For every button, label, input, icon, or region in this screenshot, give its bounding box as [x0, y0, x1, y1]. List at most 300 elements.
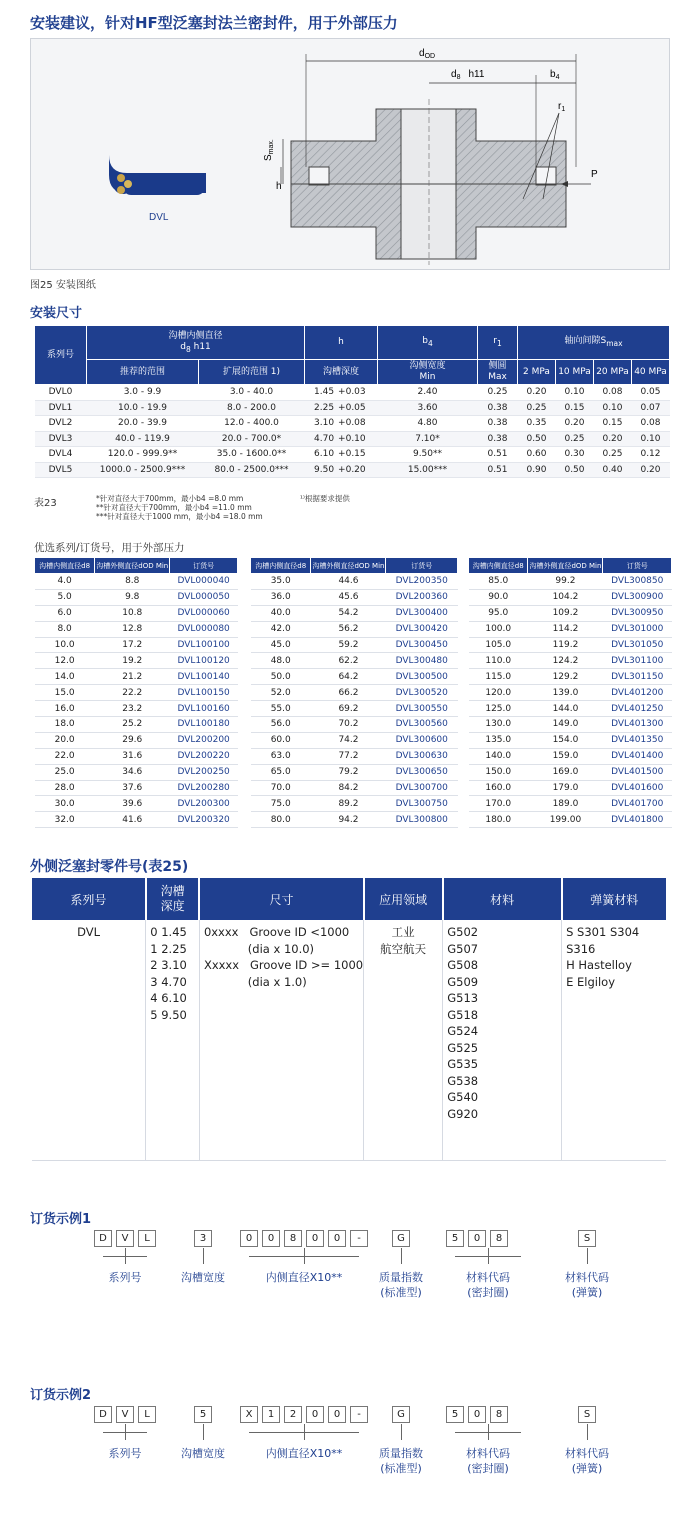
order-table-2 — [250, 557, 458, 828]
order-code: DVL401600 — [603, 780, 672, 796]
order-row — [251, 574, 458, 590]
th-b4: $b_4$ — [378, 326, 478, 360]
cell-tol: +0.03 — [336, 385, 377, 401]
order-code: DVL401350 — [603, 732, 672, 748]
order-outer-dia: 59.2 — [311, 637, 386, 653]
order-outer-dia: 79.2 — [311, 764, 386, 780]
order-row — [251, 764, 458, 780]
order-outer-dia: 9.8 — [95, 589, 170, 605]
part-number-title: 外侧泛塞封零件号(表25) — [30, 859, 189, 875]
order-outer-dia: 21.2 — [95, 669, 170, 685]
spring-option: S S301 S304 S316 — [566, 925, 640, 956]
th-groove-id: 沟槽内侧直径 $d_8$ h11 — [87, 326, 305, 360]
order-outer-dia: 199.00 — [528, 812, 603, 828]
order-outer-dia: 22.2 — [95, 685, 170, 701]
material-option: G502 — [447, 925, 479, 939]
order-code: DVL300420 — [386, 621, 458, 637]
cell-s20: 0.08 — [594, 385, 632, 401]
code-char-box: 0 — [306, 1406, 324, 1423]
order-outer-dia: 104.2 — [528, 589, 603, 605]
code-char-box: D — [94, 1230, 112, 1247]
order-row — [251, 701, 458, 717]
pt-materials — [443, 920, 562, 1160]
order-code: DVL401200 — [603, 685, 672, 701]
code-char-box: 0 — [262, 1230, 280, 1247]
order-outer-dia: 25.2 — [95, 717, 170, 733]
code-char-box: G — [392, 1406, 410, 1423]
order-table-1 — [34, 557, 238, 828]
cell-r1: 0.25 — [478, 385, 518, 401]
ot2-th-code: 订货号 — [386, 558, 458, 574]
order-code: DVL300600 — [386, 732, 458, 748]
material-option: G538 — [447, 1073, 479, 1088]
order-outer-dia: 54.2 — [311, 605, 386, 621]
order-outer-dia: 12.8 — [95, 621, 170, 637]
dim-b4: $b_4$ — [550, 69, 560, 81]
cell-rec: 3.0 - 9.9 — [87, 385, 199, 401]
install-dims-title: 安装尺寸 — [30, 306, 83, 321]
order-outer-dia: 179.0 — [528, 780, 603, 796]
code-segment-label: 质量指数 (标准型) — [379, 1271, 423, 1299]
order-outer-dia: 39.6 — [95, 796, 170, 812]
order-inner-dia: 6.0 — [35, 605, 95, 621]
order-row — [469, 669, 672, 685]
material-option: G524 — [447, 1024, 479, 1038]
connector-line — [401, 1424, 402, 1440]
order-code: DVL000080 — [170, 621, 238, 637]
code-segment-label: 系列号 — [108, 1447, 142, 1460]
order-row — [35, 574, 238, 590]
install-row — [35, 416, 670, 432]
material-option: G920 — [447, 1106, 479, 1121]
order-inner-dia: 90.0 — [469, 589, 528, 605]
order-inner-dia: 10.0 — [35, 637, 95, 653]
code-char-box: L — [138, 1230, 156, 1247]
th-groove-depth: 沟槽深度 — [305, 360, 378, 385]
order-outer-dia: 119.2 — [528, 637, 603, 653]
th-p2: 2 MPa — [518, 360, 556, 385]
order-row — [469, 685, 672, 701]
order-example-2 — [0, 1384, 700, 1504]
material-option: G507 — [447, 941, 479, 956]
note-3: ***针对直径大于1000 mm，最小b4 =18.0 mm — [96, 512, 263, 521]
cell-s2: 0.20 — [518, 385, 556, 401]
cell-s10: 0.30 — [556, 447, 594, 463]
order-row — [35, 653, 238, 669]
order-code: DVL100140 — [170, 669, 238, 685]
code-char-box: 8 — [490, 1406, 508, 1423]
order-inner-dia: 63.0 — [251, 748, 311, 764]
order-code: DVL200300 — [170, 796, 238, 812]
code-segment-label: 沟槽宽度 — [181, 1447, 225, 1460]
order-code: DVL300950 — [603, 605, 672, 621]
cell-tol: +0.05 — [336, 400, 377, 416]
cell-ext: 3.0 - 40.0 — [199, 385, 305, 401]
dim-dod: $d_{OD}$ — [419, 48, 436, 60]
order-row — [251, 637, 458, 653]
order-outer-dia: 144.0 — [528, 701, 603, 717]
cell-s10: 0.15 — [556, 400, 594, 416]
code-char-box: V — [116, 1230, 134, 1247]
table-number: 表23 — [34, 498, 57, 509]
note-1: *针对直径大于700mm，最小b4 =8.0 mm — [96, 494, 244, 503]
cell-b4: 2.40 — [378, 385, 478, 401]
connector-line — [203, 1424, 204, 1440]
order-code: DVL200320 — [170, 812, 238, 828]
order-row — [35, 796, 238, 812]
code-char-box: - — [350, 1406, 368, 1423]
install-row — [35, 462, 670, 478]
cell-h: 2.25 — [305, 400, 337, 416]
cell-b4: 15.00*** — [378, 462, 478, 478]
cell-h: 3.10 — [305, 416, 337, 432]
order-code: DVL301000 — [603, 621, 672, 637]
order-code: DVL401500 — [603, 764, 672, 780]
cell-s40: 0.20 — [632, 462, 670, 478]
cell-ext: 35.0 - 1600.0** — [199, 447, 305, 463]
order-inner-dia: 25.0 — [35, 764, 95, 780]
cell-s40: 0.08 — [632, 416, 670, 432]
example1-title: 订货示例1 — [30, 1212, 92, 1227]
order-inner-dia: 35.0 — [251, 574, 311, 590]
cell-b4: 4.80 — [378, 416, 478, 432]
order-outer-dia: 66.2 — [311, 685, 386, 701]
order-inner-dia: 22.0 — [35, 748, 95, 764]
order-outer-dia: 37.6 — [95, 780, 170, 796]
order-outer-dia: 23.2 — [95, 701, 170, 717]
install-row — [35, 400, 670, 416]
connector-line — [125, 1248, 126, 1264]
order-inner-dia: 125.0 — [469, 701, 528, 717]
order-outer-dia: 99.2 — [528, 574, 603, 590]
order-row — [251, 748, 458, 764]
code-char-box: S — [578, 1230, 596, 1247]
ot3-th-inner: 沟槽内侧直径d8 — [469, 558, 528, 574]
order-inner-dia: 140.0 — [469, 748, 528, 764]
order-code: DVL301100 — [603, 653, 672, 669]
order-inner-dia: 20.0 — [35, 732, 95, 748]
cell-r1: 0.38 — [478, 400, 518, 416]
order-outer-dia: 129.2 — [528, 669, 603, 685]
cell-s40: 0.07 — [632, 400, 670, 416]
order-row — [35, 780, 238, 796]
ot3-th-code: 订货号 — [603, 558, 672, 574]
ot1-th-inner: 沟槽内侧直径d8 — [35, 558, 95, 574]
cell-series: DVL5 — [35, 462, 87, 478]
order-row — [469, 621, 672, 637]
code-char-box: 5 — [446, 1230, 464, 1247]
order-row — [469, 701, 672, 717]
cell-s2: 0.60 — [518, 447, 556, 463]
order-list-title: 优选系列/订货号，用于外部压力 — [34, 542, 185, 554]
order-inner-dia: 14.0 — [35, 669, 95, 685]
code-char-box: - — [350, 1230, 368, 1247]
order-inner-dia: 100.0 — [469, 621, 528, 637]
material-option: G508 — [447, 958, 479, 972]
ot2-th-outer: 沟槽外侧直径dOD Min — [311, 558, 386, 574]
order-outer-dia: 29.6 — [95, 732, 170, 748]
code-char-box: V — [116, 1406, 134, 1423]
connector-line — [488, 1424, 489, 1440]
code-segment-label: 材料代码 (密封圈) — [466, 1271, 510, 1299]
order-row — [469, 780, 672, 796]
code-char-box: 0 — [328, 1406, 346, 1423]
order-inner-dia: 95.0 — [469, 605, 528, 621]
order-row — [469, 605, 672, 621]
code-char-box: 0 — [468, 1230, 486, 1247]
order-outer-dia: 89.2 — [311, 796, 386, 812]
order-row — [251, 796, 458, 812]
order-row — [35, 669, 238, 685]
order-code: DVL000040 — [170, 574, 238, 590]
order-inner-dia: 80.0 — [251, 812, 311, 828]
order-outer-dia: 159.0 — [528, 748, 603, 764]
dim-h: h — [276, 181, 282, 192]
order-code: DVL300750 — [386, 796, 458, 812]
order-code: DVL300480 — [386, 653, 458, 669]
pt-th-material: 材料 — [443, 878, 562, 920]
th-side-width: 沟侧宽度 Min — [378, 360, 478, 385]
order-inner-dia: 56.0 — [251, 717, 311, 733]
code-char-box: 1 — [262, 1406, 280, 1423]
order-code: DVL401700 — [603, 796, 672, 812]
order-code: DVL300650 — [386, 764, 458, 780]
depth-option: 3 4.70 — [150, 974, 187, 989]
cell-s20: 0.15 — [594, 416, 632, 432]
installation-drawing — [30, 38, 670, 270]
order-outer-dia: 64.2 — [311, 669, 386, 685]
order-code: DVL301050 — [603, 637, 672, 653]
order-outer-dia: 84.2 — [311, 780, 386, 796]
order-row — [35, 717, 238, 733]
order-outer-dia: 114.2 — [528, 621, 603, 637]
cell-series: DVL3 — [35, 431, 87, 447]
cell-s40: 0.12 — [632, 447, 670, 463]
order-row — [251, 621, 458, 637]
code-char-box: D — [94, 1406, 112, 1423]
order-outer-dia: 124.2 — [528, 653, 603, 669]
order-code: DVL300800 — [386, 812, 458, 828]
dim-r1: $r_1$ — [558, 101, 566, 113]
flange-cross-section — [291, 99, 566, 265]
material-option: G535 — [447, 1057, 479, 1071]
pt-th-spring: 弹簧材料 — [562, 878, 666, 920]
cell-s20: 0.10 — [594, 400, 632, 416]
order-outer-dia: 31.6 — [95, 748, 170, 764]
ot3-th-outer: 沟槽外侧直径dOD Min — [528, 558, 603, 574]
code-char-box: X — [240, 1406, 258, 1423]
order-outer-dia: 109.2 — [528, 605, 603, 621]
order-row — [469, 717, 672, 733]
order-inner-dia: 105.0 — [469, 637, 528, 653]
cell-s2: 0.50 — [518, 431, 556, 447]
cell-r1: 0.38 — [478, 416, 518, 432]
code-char-box: 3 — [194, 1230, 212, 1247]
order-inner-dia: 32.0 — [35, 812, 95, 828]
cell-b4: 3.60 — [378, 400, 478, 416]
table-notes — [96, 494, 263, 521]
order-row — [35, 637, 238, 653]
dim-d8: $d_8$ h11 — [451, 69, 485, 81]
ot1-th-code: 订货号 — [170, 558, 238, 574]
order-inner-dia: 52.0 — [251, 685, 311, 701]
material-option: G518 — [447, 1007, 479, 1022]
cell-h: 1.45 — [305, 385, 337, 401]
order-inner-dia: 48.0 — [251, 653, 311, 669]
pt-th-size: 尺寸 — [199, 878, 363, 920]
order-row — [35, 685, 238, 701]
order-outer-dia: 41.6 — [95, 812, 170, 828]
connector-line — [587, 1248, 588, 1264]
order-row — [35, 764, 238, 780]
depth-option: 1 2.25 — [150, 941, 187, 956]
order-inner-dia: 40.0 — [251, 605, 311, 621]
order-inner-dia: 50.0 — [251, 669, 311, 685]
order-inner-dia: 130.0 — [469, 717, 528, 733]
code-segment-label: 材料代码 (弹簧) — [565, 1271, 609, 1299]
code-char-box: 8 — [284, 1230, 302, 1247]
cell-s20: 0.20 — [594, 431, 632, 447]
order-inner-dia: 75.0 — [251, 796, 311, 812]
size-option: (dia x 10.0) — [203, 941, 315, 956]
order-code: DVL100120 — [170, 653, 238, 669]
order-row — [35, 812, 238, 828]
order-outer-dia: 94.2 — [311, 812, 386, 828]
order-inner-dia: 160.0 — [469, 780, 528, 796]
cell-s40: 0.05 — [632, 385, 670, 401]
code-char-box: L — [138, 1406, 156, 1423]
dim-smax: $S_{max.}$ — [263, 139, 275, 161]
cell-h: 9.50 — [305, 462, 337, 478]
cell-rec: 10.0 - 19.9 — [87, 400, 199, 416]
depth-option: 0 1.45 — [150, 925, 187, 939]
order-inner-dia: 15.0 — [35, 685, 95, 701]
order-inner-dia: 4.0 — [35, 574, 95, 590]
order-outer-dia: 34.6 — [95, 764, 170, 780]
order-row — [35, 621, 238, 637]
order-inner-dia: 45.0 — [251, 637, 311, 653]
order-row — [251, 685, 458, 701]
code-segment-label: 材料代码 (弹簧) — [565, 1447, 609, 1475]
order-code: DVL100150 — [170, 685, 238, 701]
seal-cross-section-icon — [109, 155, 206, 195]
order-code: DVL200360 — [386, 589, 458, 605]
connector-line — [488, 1248, 489, 1264]
note-2: **针对直径大于700mm，最小b4 =11.0 mm — [96, 503, 252, 512]
depth-option: 4 6.10 — [150, 991, 187, 1005]
connector-line — [304, 1424, 305, 1440]
order-code: DVL401300 — [603, 717, 672, 733]
cell-ext: 80.0 - 2500.0*** — [199, 462, 305, 478]
code-segment-label: 内侧直径X10** — [265, 1271, 343, 1284]
cell-ext: 20.0 - 700.0* — [199, 431, 305, 447]
cell-series: DVL1 — [35, 400, 87, 416]
pt-th-depth: 沟槽 深度 — [146, 878, 200, 920]
cell-s2: 0.25 — [518, 400, 556, 416]
order-outer-dia: 149.0 — [528, 717, 603, 733]
th-p40: 40 MPa — [632, 360, 670, 385]
order-code: DVL300550 — [386, 701, 458, 717]
order-code: DVL300900 — [603, 589, 672, 605]
order-inner-dia: 70.0 — [251, 780, 311, 796]
cell-rec: 1000.0 - 2500.9*** — [87, 462, 199, 478]
order-inner-dia: 28.0 — [35, 780, 95, 796]
order-outer-dia: 56.2 — [311, 621, 386, 637]
material-option: G509 — [447, 974, 479, 989]
order-inner-dia: 16.0 — [35, 701, 95, 717]
cell-series: DVL0 — [35, 385, 87, 401]
order-code: DVL200200 — [170, 732, 238, 748]
order-row — [251, 653, 458, 669]
order-outer-dia: 69.2 — [311, 701, 386, 717]
order-row — [251, 669, 458, 685]
order-code: DVL300450 — [386, 637, 458, 653]
order-code: DVL401800 — [603, 812, 672, 828]
order-row — [469, 796, 672, 812]
install-row — [35, 385, 670, 401]
order-outer-dia: 169.0 — [528, 764, 603, 780]
order-row — [469, 812, 672, 828]
order-code: DVL300560 — [386, 717, 458, 733]
order-outer-dia: 10.8 — [95, 605, 170, 621]
order-code: DVL300500 — [386, 669, 458, 685]
order-code: DVL100160 — [170, 701, 238, 717]
order-inner-dia: 18.0 — [35, 717, 95, 733]
pt-th-app: 应用领域 — [364, 878, 443, 920]
cell-tol: +0.15 — [336, 447, 377, 463]
code-char-box: G — [392, 1230, 410, 1247]
order-inner-dia: 8.0 — [35, 621, 95, 637]
material-option: G513 — [447, 991, 479, 1005]
order-inner-dia: 110.0 — [469, 653, 528, 669]
order-inner-dia: 60.0 — [251, 732, 311, 748]
order-code: DVL000050 — [170, 589, 238, 605]
order-inner-dia: 30.0 — [35, 796, 95, 812]
cell-h: 6.10 — [305, 447, 337, 463]
cell-s2: 0.90 — [518, 462, 556, 478]
order-example-1 — [0, 1208, 700, 1328]
order-row — [35, 701, 238, 717]
code-char-box: 0 — [240, 1230, 258, 1247]
order-row — [35, 589, 238, 605]
dvl-label: DVL — [149, 212, 169, 223]
material-option: G525 — [447, 1040, 479, 1055]
order-code: DVL000060 — [170, 605, 238, 621]
code-char-box: 5 — [446, 1406, 464, 1423]
part-number-table — [32, 878, 666, 1161]
size-option: (dia x 1.0) — [203, 974, 307, 989]
cell-series: DVL2 — [35, 416, 87, 432]
ot1-th-outer: 沟槽外侧直径dOD Min — [95, 558, 170, 574]
connector-line — [401, 1248, 402, 1264]
order-code: DVL200280 — [170, 780, 238, 796]
code-segment-label: 内侧直径X10** — [265, 1447, 343, 1460]
cell-b4: 7.10* — [378, 431, 478, 447]
connector-line — [125, 1424, 126, 1440]
page-title: 安装建议，针对HF型泛塞封法兰密封件，用于外部压力 — [30, 14, 398, 32]
cell-s10: 0.50 — [556, 462, 594, 478]
order-code: DVL200350 — [386, 574, 458, 590]
order-row — [251, 605, 458, 621]
cell-r1: 0.51 — [478, 447, 518, 463]
order-row — [469, 732, 672, 748]
order-code: DVL401250 — [603, 701, 672, 717]
note-right: ¹⁾根据要求提供 — [300, 494, 350, 503]
order-outer-dia: 74.2 — [311, 732, 386, 748]
order-code: DVL300700 — [386, 780, 458, 796]
order-row — [35, 748, 238, 764]
order-outer-dia: 45.6 — [311, 589, 386, 605]
